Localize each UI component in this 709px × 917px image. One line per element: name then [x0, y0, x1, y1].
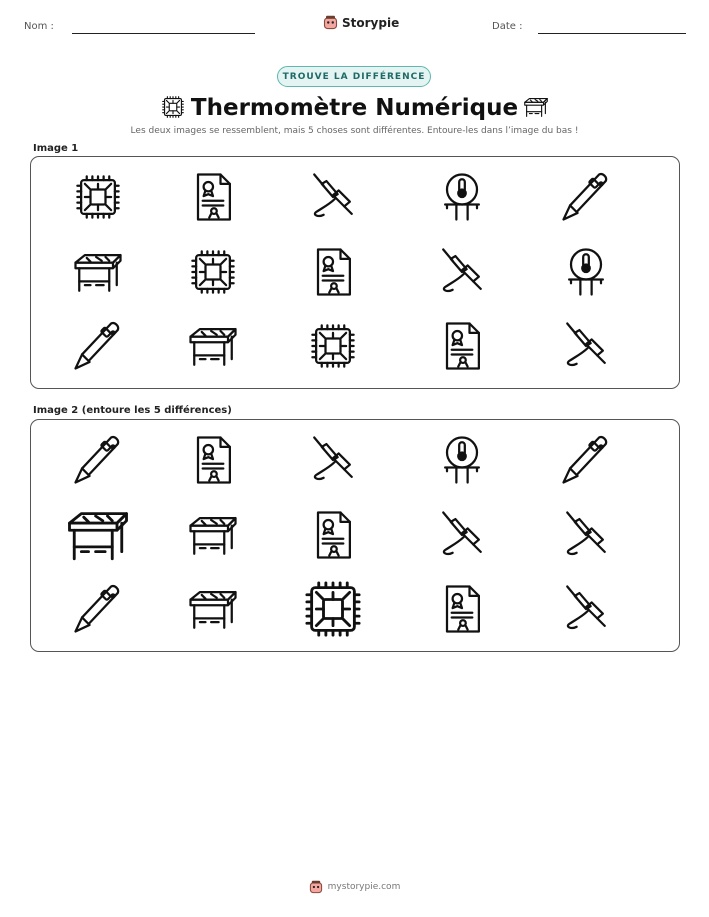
- soldering-iron-icon[interactable]: [303, 167, 363, 227]
- workbench-icon[interactable]: [183, 505, 243, 565]
- storypie-logo-icon: [323, 15, 338, 30]
- date-label: Date :: [492, 21, 523, 32]
- footer-url: mystorypie.com: [327, 882, 401, 892]
- soldering-iron-icon[interactable]: [556, 505, 616, 565]
- thermometer-icon[interactable]: [556, 167, 616, 227]
- brand-name: Storypie: [342, 15, 400, 30]
- footer: [0, 880, 709, 894]
- name-line: [72, 33, 255, 34]
- page-title: Thermomètre Numérique: [190, 95, 519, 121]
- certificate-icon[interactable]: [183, 430, 243, 490]
- workbench-icon[interactable]: [68, 242, 128, 302]
- image2-label: Image 2 (entoure les 5 différences): [33, 405, 232, 416]
- storypie-footer-logo-icon: [309, 880, 323, 894]
- workbench-icon: [521, 92, 551, 122]
- name-label: Nom :: [24, 21, 54, 32]
- chip-icon[interactable]: [303, 316, 363, 376]
- image1-label: Image 1: [33, 143, 79, 154]
- certificate-icon[interactable]: [432, 316, 492, 376]
- sensor-icon[interactable]: [432, 167, 492, 227]
- thermometer-icon[interactable]: [556, 430, 616, 490]
- soldering-iron-icon[interactable]: [432, 242, 492, 302]
- workbench-icon[interactable]: [183, 316, 243, 376]
- soldering-iron-icon[interactable]: [303, 430, 363, 490]
- activity-badge: TROUVE LA DIFFÉRENCE: [277, 66, 431, 87]
- sensor-icon[interactable]: [432, 430, 492, 490]
- chip-large-icon[interactable]: [295, 571, 371, 647]
- instructions: Les deux images se ressemblent, mais 5 choses sont différentes. Entoure-les dans l’image du bas !: [130, 126, 579, 136]
- brand: [323, 15, 399, 30]
- certificate-icon[interactable]: [303, 505, 363, 565]
- certificate-icon[interactable]: [303, 242, 363, 302]
- chip-icon[interactable]: [68, 167, 128, 227]
- thermometer-icon[interactable]: [68, 430, 128, 490]
- thermometer-icon[interactable]: [68, 579, 128, 639]
- date-line: [538, 33, 686, 34]
- sensor-icon[interactable]: [556, 242, 616, 302]
- soldering-iron-icon[interactable]: [432, 505, 492, 565]
- workbench-icon[interactable]: [183, 579, 243, 639]
- certificate-icon[interactable]: [183, 167, 243, 227]
- soldering-iron-icon[interactable]: [556, 579, 616, 639]
- chip-icon[interactable]: [183, 242, 243, 302]
- certificate-icon[interactable]: [432, 579, 492, 639]
- workbench-large-icon[interactable]: [60, 497, 136, 573]
- thermometer-icon[interactable]: [68, 316, 128, 376]
- soldering-iron-icon[interactable]: [556, 316, 616, 376]
